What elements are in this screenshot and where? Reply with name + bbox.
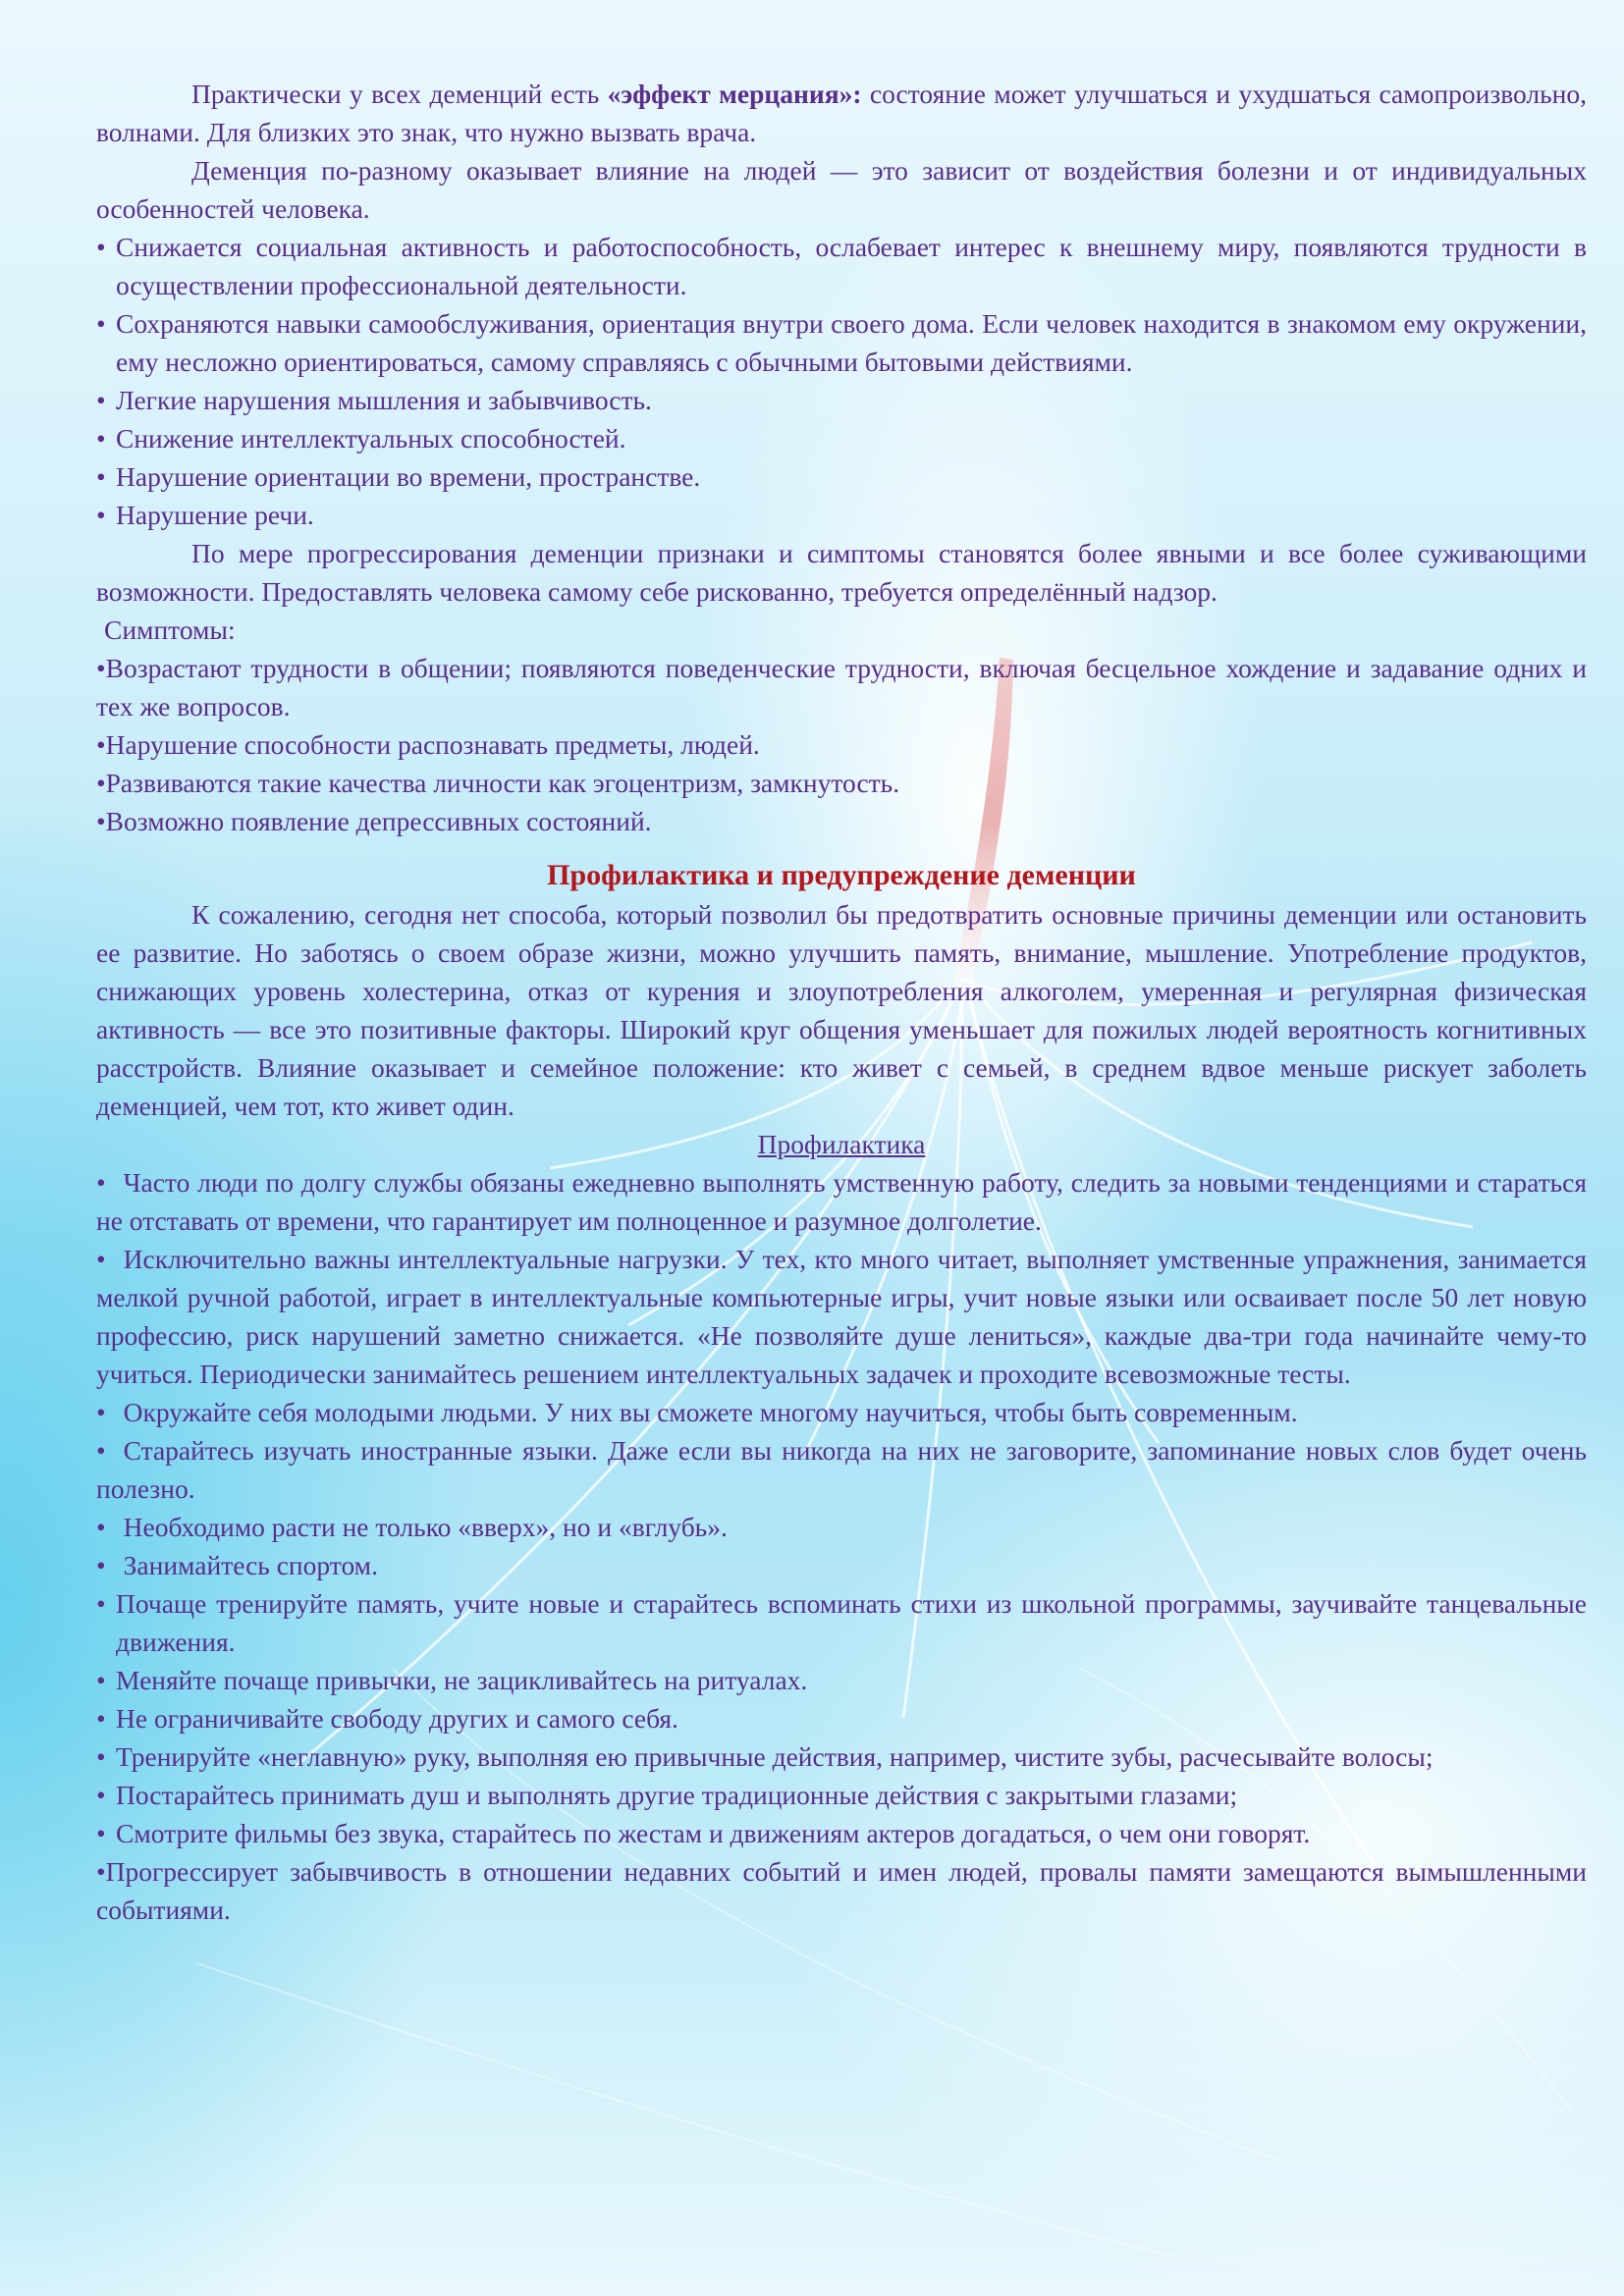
bullet-icon: • — [96, 768, 106, 798]
list-item: •Возрастают трудности в общении; появляются поведенческие трудности, включая бесцельное хождение и задавание одних и тех же вопросов. — [96, 653, 1587, 721]
bullet-icon: • — [96, 461, 106, 492]
prophylaxis-subheading: Профилактика — [757, 1129, 926, 1159]
flicker-effect-term: «эффект мерцания»: — [607, 79, 862, 109]
bullet-icon: • — [96, 729, 106, 760]
list-item: •Развиваются такие качества личности как эгоцентризм, замкнутость. — [96, 768, 900, 798]
list-item: • Нарушение речи. — [96, 496, 1587, 534]
list-item: • Сохраняются навыки самообслуживания, ориентация внутри своего дома. Если человек находится в знакомом ему окружении, ему несложно ориентироваться, самому справляясь с обычными бытовыми действиями. — [96, 304, 1587, 381]
bullet-icon: • — [96, 500, 106, 530]
intro-text-cont: состояние может улучшаться и ухудшаться самопроизвольно, волнами. Для близких это знак, что нужно вызвать врача. — [96, 79, 1588, 147]
progression-paragraph: По мере прогрессирования деменции признаки и симптомы становятся более явными и все более суживающими возможности. Предоставлять человека самому себе рискованно, требуется определённый надзор. — [96, 538, 1587, 607]
list-item: • Легкие нарушения мышления и забывчивость. — [96, 381, 1587, 419]
bullet-icon: • — [96, 1856, 106, 1887]
bullet-icon: • — [96, 1741, 106, 1772]
intro-text: Практически у всех деменций есть — [191, 79, 608, 109]
list-item: • Меняйте почаще привычки, не зацикливайтесь на ритуалах. — [96, 1661, 1587, 1699]
symptoms-title: Симптомы: — [104, 614, 236, 645]
bullet-icon: • — [96, 1167, 106, 1198]
bullet-icon: • — [96, 385, 106, 415]
bullet-icon: • — [96, 1550, 106, 1580]
list-item: •Возможно появление депрессивных состояний. — [96, 806, 652, 836]
list-item: • Смотрите фильмы без звука, старайтесь по жестам и движениям актеров догадаться, о чем они говорят. — [96, 1814, 1587, 1852]
list-item: • Нарушение ориентации во времени, пространстве. — [96, 457, 1587, 496]
document-page — [96, 75, 1587, 1929]
early-signs-list — [96, 228, 1587, 534]
list-item: • Тренируйте «неглавную» руку, выполняя ею привычные действия, например, чистите зубы, расчесывайте волосы; — [96, 1737, 1587, 1776]
bullet-icon: • — [96, 1244, 106, 1274]
bullet-icon: • — [96, 1588, 106, 1619]
list-item: •Прогрессирует забывчивость в отношении недавних событий и имен людей, провалы памяти замещаются вымышленными событиями. — [96, 1856, 1587, 1925]
bullet-icon: • — [96, 653, 106, 683]
list-item: • Почаще тренируйте память, учите новые и старайтесь вспоминать стихи из школьной программы, заучивайте танцевальные движения. — [96, 1584, 1587, 1661]
symptoms-list — [96, 649, 1587, 840]
bullet-icon: • — [96, 806, 106, 836]
bullet-icon: • — [96, 1397, 106, 1427]
prevention-heading: Профилактика и предупреждение деменции — [547, 859, 1136, 891]
bullet-icon: • — [96, 1435, 106, 1466]
intro-paragraph-2: Деменция по-разному оказывает влияние на людей — это зависит от воздействия болезни и от индивидуальных особенностей человека. — [96, 155, 1587, 224]
list-item: • Снижается социальная активность и работоспособность, ослабевает интерес к внешнему миру, появляются трудности в осуществлении профессиональной деятельности. — [96, 228, 1587, 304]
list-item: •Нарушение способности распознавать предметы, людей. — [96, 729, 760, 760]
bullet-icon: • — [96, 1780, 106, 1810]
list-item: • Часто люди по долгу службы обязаны ежедневно выполнять умственную работу, следить за новыми тенденциями и стараться не отставать от времени, что гарантирует им полноценное и разумное долголетие. — [96, 1167, 1587, 1236]
bullet-icon: • — [96, 232, 106, 262]
list-item: • Занимайтесь спортом. — [96, 1550, 378, 1580]
list-item: • Постарайтесь принимать душ и выполнять другие традиционные действия с закрытыми глазами; — [96, 1776, 1587, 1814]
bullet-icon: • — [96, 308, 106, 339]
prophylaxis-list-b — [96, 1584, 1587, 1929]
bullet-icon: • — [96, 1665, 106, 1695]
bullet-icon: • — [96, 423, 106, 454]
bullet-icon: • — [96, 1703, 106, 1734]
bullet-icon: • — [96, 1818, 106, 1848]
prevention-paragraph: К сожалению, сегодня нет способа, который позволил бы предотвратить основные причины деменции или остановить ее развитие. Но заботясь о своем образе жизни, можно улучшить память, внимание, мышление. Употребление продуктов, снижающих уровень холестерина, отказ от курения и злоупотребления алкоголем, умеренная и регулярная физическая активность — все это позитивные факторы. Широкий круг общения уменьшает для пожилых людей вероятность когнитивных расстройств. Влияние оказывает и семейное положение: кто живет с семьей, в среднем вдвое меньше рискует заболеть деменцией, чем тот, кто живет один. — [96, 899, 1587, 1121]
list-item: • Окружайте себя молодыми людьми. У них вы сможете многому научиться, чтобы быть современным. — [96, 1397, 1298, 1427]
intro-paragraph-1 — [96, 75, 1587, 151]
list-item: • Не ограничивайте свободу других и самого себя. — [96, 1699, 1587, 1737]
list-item: • Старайтесь изучать иностранные языки. Даже если вы никогда на них не заговорите, запоминание новых слов будет очень полезно. — [96, 1435, 1587, 1504]
prophylaxis-list-a — [96, 1163, 1587, 1584]
list-item: • Снижение интеллектуальных способностей. — [96, 419, 1587, 457]
list-item: • Необходимо расти не только «вверх», но и «вглубь». — [96, 1512, 728, 1542]
list-item: • Исключительно важны интеллектуальные нагрузки. У тех, кто много читает, выполняет умственные упражнения, занимается мелкой ручной работой, играет в интеллектуальные компьютерные игры, учит новые языки или осваивает после 50 лет новую профессию, риск нарушений заметно снижается. «Не позволяйте душе лениться», каждые два-три года начинайте чему-то учиться. Периодически занимайтесь решением интеллектуальных задачек и проходите всевозможные тесты. — [96, 1244, 1587, 1389]
bullet-icon: • — [96, 1512, 106, 1542]
